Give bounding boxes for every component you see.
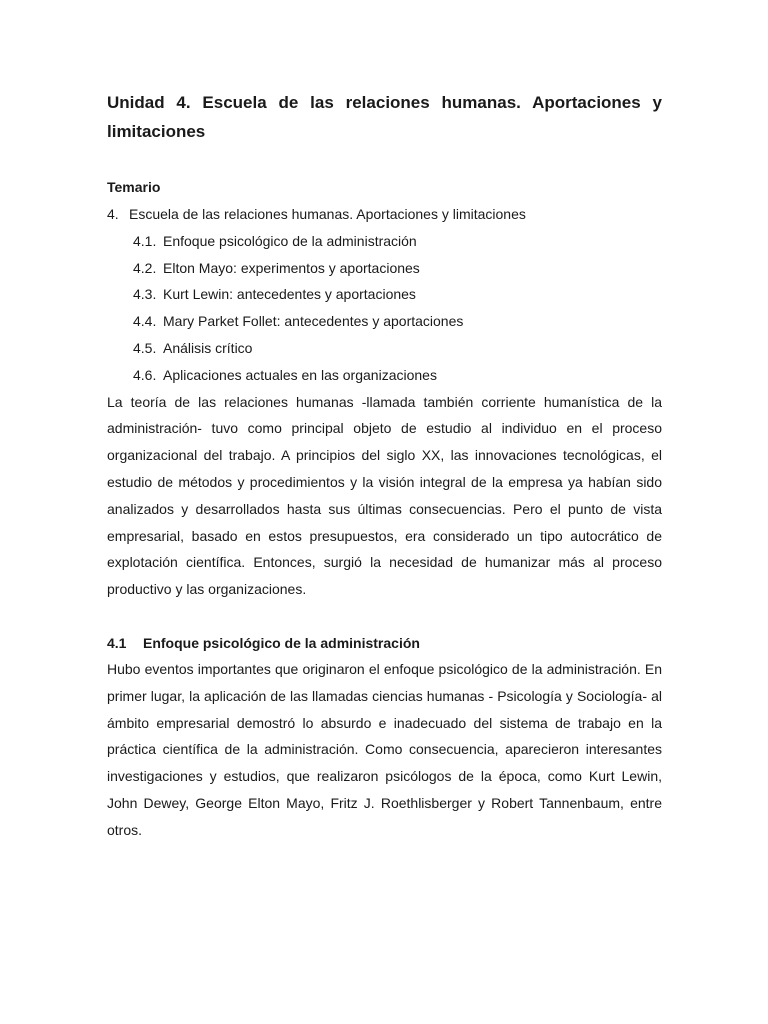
toc-item-label: Escuela de las relaciones humanas. Aportaciones y limitaciones bbox=[129, 206, 526, 222]
toc-item-4-3 bbox=[107, 281, 662, 308]
toc-item-number: 4.3. bbox=[133, 286, 157, 303]
toc-item-4-5 bbox=[107, 335, 662, 362]
toc-item-number: 4.6. bbox=[133, 366, 157, 383]
toc-item-4-1 bbox=[107, 228, 662, 255]
section-title: Enfoque psicológico de la administración bbox=[143, 634, 420, 651]
section-number: 4.1 bbox=[107, 634, 127, 651]
toc-item-label: Análisis crítico bbox=[163, 339, 253, 356]
toc-item-main bbox=[107, 201, 662, 228]
table-of-contents bbox=[107, 201, 662, 389]
toc-item-number: 4. bbox=[107, 206, 119, 222]
toc-item-4-2 bbox=[107, 255, 662, 282]
section-heading bbox=[107, 630, 662, 656]
toc-item-label: Aplicaciones actuales en las organizaciones bbox=[163, 366, 437, 383]
intro-paragraph: La teoría de las relaciones humanas -llamada también corriente humanística de la administración- tuvo como principal objeto de estudio al individuo en el proceso organizacional del trabajo. A principios del siglo XX, las innovaciones tecnológicas, el estudio de métodos y procedimientos y la visión integral de la empresa ya habían sido analizados y desarrollados hasta sus últimas consecuencias. Pero el punto de vista empresarial, basado en estos presupuestos, era considerado un tipo autocrático de explotación científica. Entonces, surgió la necesidad de humanizar más al proceso productivo y las organizaciones. bbox=[107, 393, 662, 598]
toc-item-number: 4.2. bbox=[133, 259, 157, 276]
toc-item-label: Elton Mayo: experimentos y aportaciones bbox=[163, 259, 420, 276]
temario-heading: Temario bbox=[107, 179, 161, 195]
toc-item-number: 4.1. bbox=[133, 232, 157, 249]
section-paragraph: Hubo eventos importantes que originaron el enfoque psicológico de la administración. En primer lugar, la aplicación de las llamadas ciencias humanas - Psicología y Sociología- al ámbito empresarial demostró lo absurdo e inadecuado del sistema de trabajo en la práctica científica de la administración. Como consecuencia, aparecieron interesantes investigaciones y estudios, que realizaron psicólogos de la época, como Kurt Lewin, John Dewey, George Elton Mayo, Fritz J. Roethlisberger y Robert Tannenbaum, entre otros. bbox=[107, 660, 662, 838]
document-page bbox=[107, 88, 662, 844]
toc-item-label: Kurt Lewin: antecedentes y aportaciones bbox=[163, 286, 416, 303]
toc-item-number: 4.4. bbox=[133, 313, 157, 330]
toc-item-4-4 bbox=[107, 308, 662, 335]
toc-item-number: 4.5. bbox=[133, 339, 157, 356]
toc-item-label: Mary Parket Follet: antecedentes y aportaciones bbox=[163, 313, 464, 330]
toc-item-label: Enfoque psicológico de la administración bbox=[163, 232, 417, 249]
document-title: Unidad 4. Escuela de las relaciones humanas. Aportaciones y limitaciones bbox=[107, 93, 662, 141]
toc-item-4-6 bbox=[107, 362, 662, 389]
